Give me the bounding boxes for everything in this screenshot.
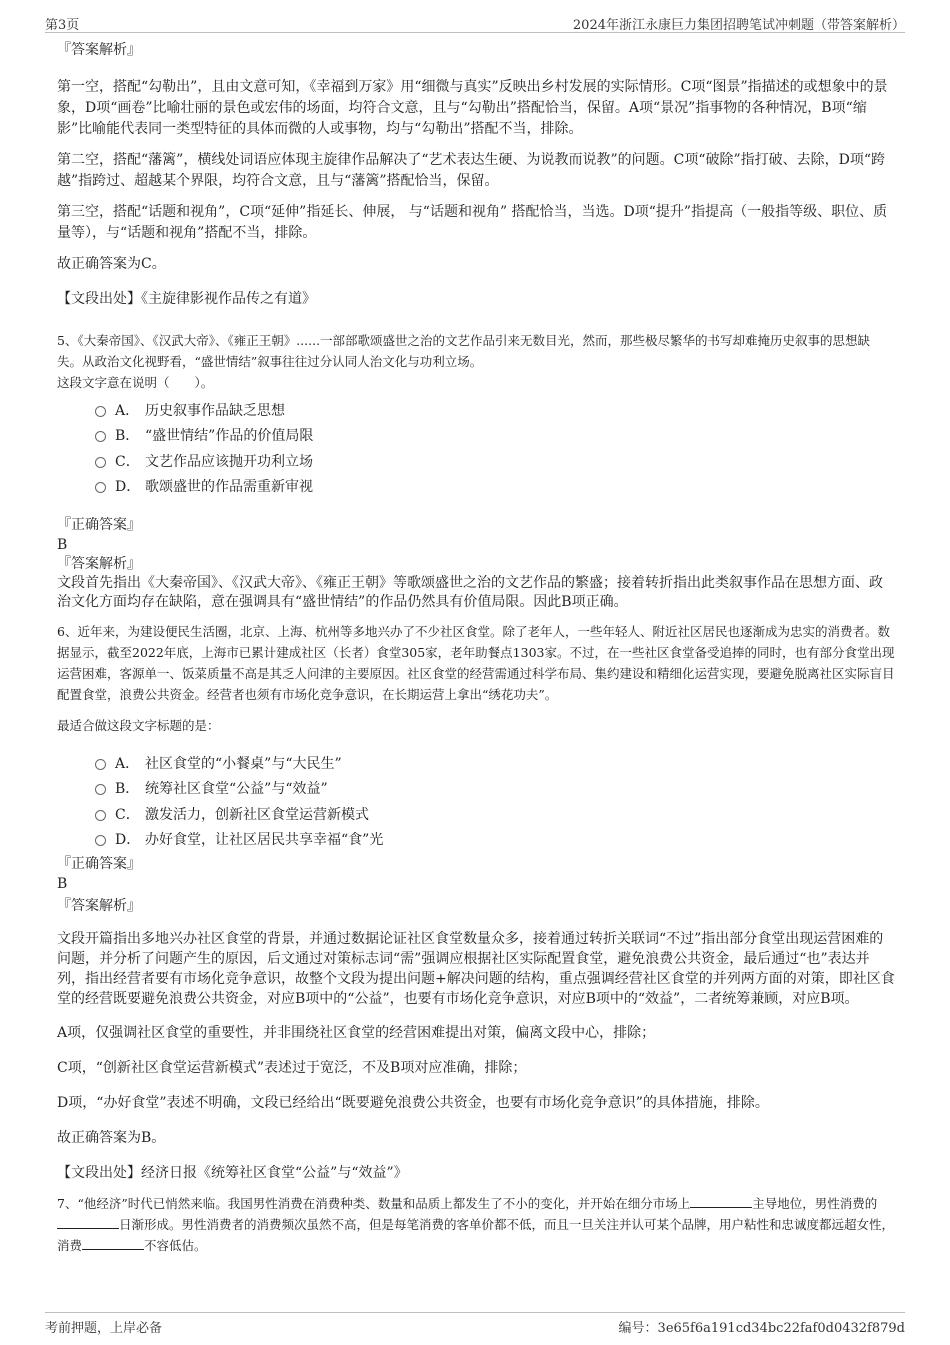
answer-label: 『正确答案』 [57,856,141,872]
question-5 [57,330,895,612]
question-6 [57,621,895,1184]
analysis-text: 文段开篇指出多地兴办社区食堂的背景，并通过数据论证社区食堂数量众多，接着通过转折关联词“不过”指出部分食堂出现运营困难的问题，并分析了问题产生的原因，后文通过对策标志词“需”强调应根据社区实际配置食堂，避免浪费公共资金，最后通过“也”表达并列，指出经营者要有市场化竞争意识，故整个文段为提出问题+解决问题的结构，重点强调经营社区食堂的并列两方面的对策，即社区食堂的经营既要避免浪费公共资金，对应B项中的“公益”，也要有市场化竞争意识，对应B项中的“效益”，二者统筹兼顾，对应B项。 [57,931,895,1007]
option-b[interactable]: B． 统筹社区食堂“公益”与“效益” [57,776,895,802]
radio-icon[interactable] [95,759,106,770]
analysis-label: 『答案解析』 [57,42,141,58]
radio-icon[interactable] [95,457,106,468]
option-d-note: D项，“办好食堂”表述不明确，文段已经给出“既要避免浪费公共资金，也要有市场化竞争意识”的具体措施，排除。 [57,1095,769,1111]
option-b[interactable]: B． “盛世情结”作品的价值局限 [57,423,895,449]
option-a[interactable]: A． 历史叙事作品缺乏思想 [57,397,895,423]
question-stem: 5、《大秦帝国》、《汉武大帝》、《雍正王朝》......一部部歌颂盛世之治的文艺作品引来无数目光，然而，那些极尽繁华的书写却难掩历史叙事的思想缺失。从政治文化视野看，“盛世情结”叙事往往过分认同人治文化与功利立场。 [57,333,871,369]
document-title: 2024年浙江永康巨力集团招聘笔试冲刺题（带答案解析） [572,18,905,33]
page-number: 第3页 [45,18,80,33]
option-d[interactable]: D． 办好食堂，让社区居民共享幸福“食”光 [57,827,895,853]
option-a[interactable]: A． 社区食堂的“小餐桌”与“大民生” [57,750,895,776]
option-c[interactable]: C． 文艺作品应该抛开功利立场 [57,448,895,474]
fill-blank-2[interactable] [57,1216,119,1229]
conclusion: 故正确答案为B。 [57,1130,166,1146]
analysis-label: 『答案解析』 [57,556,141,572]
option-c-note: C项，“创新社区食堂运营新模式”表述过于宽泛，不及B项对应准确，排除； [57,1060,527,1076]
conclusion: 故正确答案为C。 [57,256,166,272]
option-d[interactable]: D． 歌颂盛世的作品需重新审视 [57,474,895,500]
analysis-paragraph-3: 第三空，搭配“话题和视角”，C项“延伸”指延长、伸展， 与“话题和视角” 搭配恰当，当选。D项“提升”指提高（一般指等级、职位、质量等），与“话题和视角”搭配不当，排除。 [57,204,888,241]
answer-label: 『正确答案』 [57,517,141,533]
correct-answer: B [57,876,68,892]
question-prompt: 最适合做这段文字标题的是： [57,718,220,733]
correct-answer: B [57,537,68,553]
options-list [57,750,895,852]
option-c[interactable]: C． 激发活力，创新社区食堂运营新模式 [57,801,895,827]
fill-blank-3[interactable] [82,1237,144,1250]
question-stem: 6、近年来，为建设便民生活圈，北京、上海、杭州等多地兴办了不少社区食堂。除了老年人，一些年轻人、附近社区居民也逐渐成为忠实的消费者。数据显示，截至2022年底，上海市已累计建成社区（长者）食堂305家，老年助餐点1303家。不过，在一些社区食堂备受追捧的同时，也有部分食堂出现运营困难，客源单一、饭菜质量不高是其乏人问津的主要原因。社区食堂的经营需通过科学布局、集约建设和精细化运营实现，要避免脱离社区实际盲目配置食堂，浪费公共资金。经营者也须有市场化竞争意识，在长期运营上拿出“绣花功夫”。 [57,624,895,702]
previous-question-analysis [57,40,895,310]
option-a-note: A项，仅强调社区食堂的重要性，并非围绕社区食堂的经营困难提出对策，偏离文段中心，排除； [57,1025,656,1041]
analysis-text: 文段首先指出《大秦帝国》、《汉武大帝》、《雍正王朝》等歌颂盛世之治的文艺作品的繁盛；接着转折指出此类叙事作品在思想方面、政治文化方面均存在缺陷，意在强调具有“盛世情结”的作品仍然具有价值局限。因此B项正确。 [57,575,883,610]
question-stem: 7、“他经济”时代已悄然来临。我国男性消费在消费种类、数量和品质上都发生了不小的变化，并开始在细分市场上 主导地位，男性消费的日渐形成。男性消费者的消费频次虽然不高，但是每笔消费的客单价都不低，而且一旦关注并认可某个品牌，用户粘性和忠诚度都远超女性，消费 不容低估。 [57,1196,895,1253]
document-body [57,40,895,1256]
analysis-paragraph-1: 第一空，搭配“勾勒出”，且由文意可知，《幸福到万家》用“细微与真实”反映出乡村发展的实际情形。C项“图景”指描述的或想象中的景象，D项“画卷”比喻壮丽的景色或宏伟的场面，均符合文意，且与“勾勒出”搭配恰当，保留。A项“景况”指事物的各种情况，B项“缩影”比喻能代表同一类型特征的具体而微的人或事物，均与“勾勒出”搭配不当，排除。 [57,79,888,137]
question-7 [57,1193,895,1256]
analysis-paragraph-2: 第二空，搭配“藩篱”，横线处词语应体现主旋律作品解决了“艺术表达生硬、为说教而说教”的问题。C项“破除”指打破、去除，D项“跨越”指跨过、超越某个界限，均符合文意，且与“藩篱”搭配恰当，保留。 [57,152,886,189]
radio-icon[interactable] [95,810,106,821]
radio-icon[interactable] [95,784,106,795]
question-prompt: 这段文字意在说明（ ）。 [57,375,214,390]
analysis-label: 『答案解析』 [57,898,141,914]
document-code: 编号：3e65f6a191cd34bc22faf0d0432f879d [618,1321,905,1336]
page-header [45,12,905,33]
page-footer [45,1312,905,1335]
source-note: 【文段出处】《主旋律影视作品传之有道》 [57,291,316,307]
radio-icon[interactable] [95,835,106,846]
fill-blank-1[interactable] [690,1195,752,1208]
footer-slogan: 考前押题，上岸必备 [45,1321,163,1336]
source-note: 【文段出处】经济日报《统筹社区食堂“公益”与“效益”》 [57,1165,408,1181]
radio-icon[interactable] [95,431,106,442]
options-list [57,397,895,499]
radio-icon[interactable] [95,406,106,417]
radio-icon[interactable] [95,482,106,493]
